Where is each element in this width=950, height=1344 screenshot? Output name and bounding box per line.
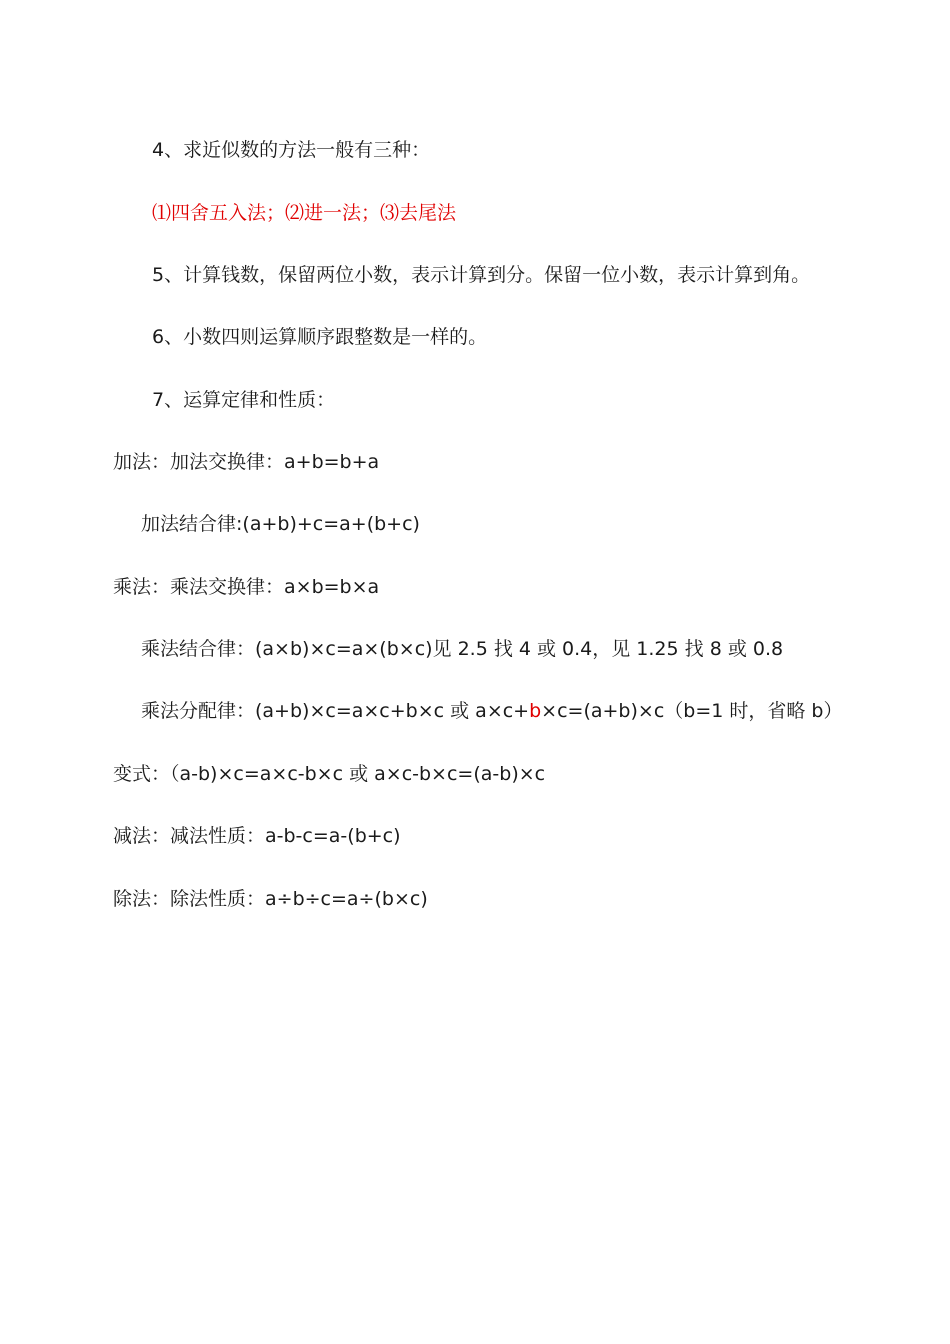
distributive-part-1: 乘法分配律：(a+b)×c=a×c+b×c 或 a×c+ (141, 700, 530, 722)
multiplication-commutative-law: 乘法：乘法交换律：a×b=b×a (113, 576, 380, 598)
division-property: 除法：除法性质：a÷b÷c=a÷(b×c) (113, 888, 428, 910)
subtraction-property: 减法：减法性质：a-b-c=a-(b+c) (113, 825, 401, 847)
multiplication-distributive-law (141, 698, 842, 724)
addition-associative-law: 加法结合律:(a+b)+c=a+(b+c) (141, 513, 420, 535)
item-4-heading: 4、求近似数的方法一般有三种： (152, 139, 431, 161)
addition-commutative-law: 加法：加法交换律：a+b=b+a (113, 451, 380, 473)
approximation-methods: ⑴四舍五入法；⑵进一法；⑶去尾法 (152, 202, 457, 224)
multiplication-associative-law: 乘法结合律：(a×b)×c=a×(b×c)见 2.5 找 4 或 0.4，见 1.25 找 8 或 0.8 (141, 638, 784, 660)
item-6-text: 6、小数四则运算顺序跟整数是一样的。 (152, 326, 488, 348)
distributive-highlight-b: b (529, 700, 542, 722)
item-5-text: 5、计算钱数，保留两位小数，表示计算到分。保留一位小数，表示计算到角。 (152, 264, 811, 286)
distributive-variant: 变式：（a-b)×c=a×c-b×c 或 a×c-b×c=(a-b)×c (113, 763, 546, 785)
distributive-part-2: ×c=(a+b)×c（b=1 时，省略 b） (541, 700, 843, 722)
item-7-heading: 7、运算定律和性质： (152, 389, 336, 411)
